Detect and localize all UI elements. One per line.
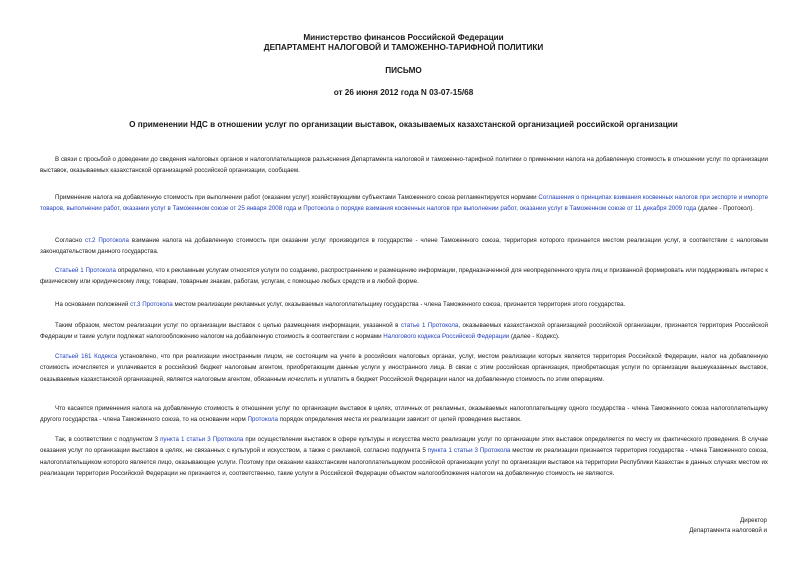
link-protocol-p1-art3-b[interactable]: пункта 1 статьи 3 Протокола (427, 447, 511, 455)
paragraph-2 (40, 192, 768, 215)
link-protocol[interactable]: Протокола о порядке взимания косвенных налогов при выполнении работ, оказании услуг в Таможенном союзе от 11 декабря 2009 года (303, 205, 697, 213)
p1-text: В связи с просьбой о доведении до сведения налоговых органов и налогоплательщиков разъяснения Департамента налоговой и таможенно-тарифной политики о применении налога на добавленную стоимость в отношении услуг по организации выставок, оказываемых казахстанской организацией российской организации, сообщаем. (40, 156, 768, 175)
p5-text-1: На основании положений (55, 301, 131, 308)
link-protocol-art3[interactable]: ст.3 Протокола (130, 301, 173, 308)
p2-text-2: и (296, 205, 304, 213)
p7-text-1: установлено, что при реализации иностранным лицом, не состоящим на учете в российских налоговых органах, услуг, местом реализации которых является территория Российской Федерации, налог на добавленную стоимость исчисляется и уплачивается в российский бюджет налоговым агентом, приобретающим данные услуги у иностранного лица. В связи с этим российская организация, приобретающая услуги по организации вышеуказанных выставок, оказываемые казахстанской организацией, является налоговым агентом, обязанным исчислить и уплатить в бюджет Российской Федерации налог на добавленную стоимость по этим операциям. (40, 353, 768, 383)
paragraph-8 (40, 403, 768, 426)
link-protocol-art2[interactable]: ст.2 Протокола (85, 237, 129, 244)
p2-text-1: Применение налога на добавленную стоимость при выполнении работ (оказании услуг) хозяйствующими субъектами Таможенного союза регламентируется нормами (55, 194, 539, 201)
department-name: ДЕПАРТАМЕНТ НАЛОГОВОЙ И ТАМОЖЕННО-ТАРИФНОЙ ПОЛИТИКИ (263, 43, 544, 52)
paragraph-3 (40, 235, 768, 258)
signature-title: Директор (740, 517, 767, 524)
paragraph-6 (40, 320, 768, 343)
p3-text-2: взимание налога на добавленную стоимость при оказании услуг производится в государстве - члене Таможенного союза, территория которого признается местом реализации услуг, в соответствии с налоговым законодательством данного государства. (40, 237, 768, 256)
paragraph-4 (40, 265, 768, 288)
link-protocol-article1[interactable]: статье 1 Протокола (400, 322, 459, 329)
paragraph-7 (40, 351, 768, 385)
paragraph-5 (40, 299, 768, 310)
p8-text-1: Что касается применения налога на добавленную стоимость в отношении услуг по организации выставок в целях, отличных от рекламных, оказываемых налогоплательщику одного государства - члена Таможенного союза налогоплательщику другого государства - члена Таможенного союза, то на основании норм (40, 405, 768, 424)
document-type: ПИСЬМО (385, 66, 422, 75)
p4-text-1: определено, что к рекламным услугам относятся услуги по созданию, распространению и размещению информации, предназначенной для неопределенного круга лиц и призванной формировать или поддерживать интерес к физическому или юридическому лицу, товарам, товарным знакам, работам, услугам, с помощью любых средств и в любой форме. (40, 267, 768, 286)
link-protocol-general[interactable]: Протокола (247, 416, 278, 424)
p2-text-3: (далее - Протокол). (696, 205, 755, 213)
link-tax-code-art161[interactable]: Статьей 161 Кодекса (55, 353, 118, 360)
p6-text-2: , оказываемых казахстанской организацией российской организации, признается территория Российской Федерации и такие услуги подлежат налогообложению налогом на добавленную стоимость в соответствии с нормами (40, 322, 769, 341)
paragraph-9 (40, 434, 768, 480)
link-customs-agreement[interactable]: Соглашения о принципах взимания косвенных налогов при экспорте и импорте товаров, выполнении работ, оказании услуг в Таможенном союзе от 25 января 2008 года (40, 194, 769, 213)
p9-text-1: Так, в соответствии с подпунктом 3 (55, 436, 161, 443)
p3-text-1: Согласно (55, 237, 85, 244)
document-date-number: от 26 июня 2012 года N 03-07-15/68 (333, 88, 474, 97)
signature-department: Департамента налоговой и (689, 527, 767, 534)
ministry-name: Министерство финансов Российской Федерации (303, 33, 504, 42)
link-tax-code[interactable]: Налогового кодекса Российской Федерации (383, 333, 510, 341)
link-protocol-p1-art3-a[interactable]: пункта 1 статьи 3 Протокола (160, 436, 244, 443)
p6-text-3: (далее - Кодекс). (509, 333, 560, 341)
p8-text-2: порядок определения места их реализации зависит от целей проведения выставок. (277, 416, 522, 424)
p9-text-3: местом их реализации признается территория государства - члена Таможенного союза, налогоплательщиком которого является лицо, оказывающее услуги. Поэтому при оказании казахстанским налогоплательщиком российской организации услуг по организации выставок на территории Республики Казахстан в данных случаях местом их реализации территория Российской Федерации не признается и, соответственно, такие услуги в Российской Федерации объектом налогообложения налогом на добавленную стоимость не являются. (40, 447, 768, 478)
p9-text-2: при осуществлении выставок в сфере культуры и искусства место реализации услуг по организации этих выставок определяется по месту их фактического проведения. В случае оказания услуг по организации выставок в целях, не связанных с культурой и искусством, а также с рекламой, согласно подпункта 5 (40, 436, 768, 455)
p5-text-2: местом реализации рекламных услуг, оказываемых налогоплательщику государства - члена Таможенного союза, признается территория этого государства. (172, 301, 626, 308)
link-protocol-art1[interactable]: Статьей 1 Протокола (55, 267, 116, 274)
p6-text-1: Таким образом, местом реализации услуг по организации выставок с целью размещения информации, указанной в (55, 322, 401, 329)
paragraph-1 (40, 154, 768, 177)
document-title: О применении НДС в отношении услуг по организации выставок, оказываемых казахстанской организацией российской организации (129, 120, 678, 129)
